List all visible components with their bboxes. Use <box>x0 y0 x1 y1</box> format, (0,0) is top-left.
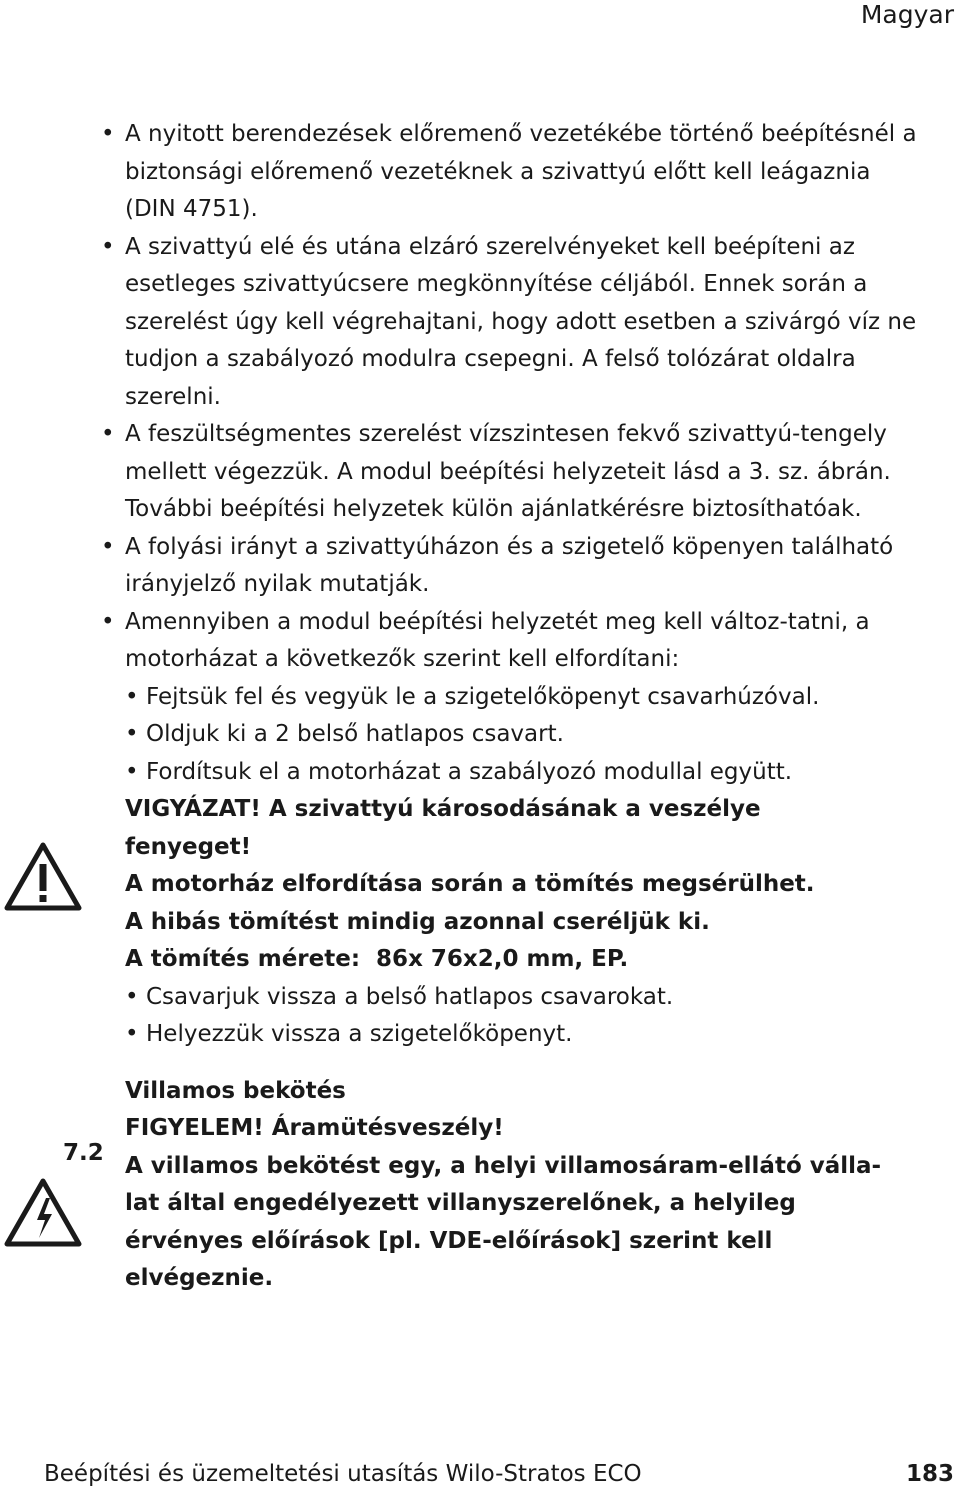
warning-title: FIGYELEM! Áramütésveszély! <box>125 1115 504 1141</box>
list-item: • A nyitott berendezések előremenő vezetékébe történő beépítésnél a biztonsági előremenő vezetéknek a szivattyú előtt kell leágaznia (DIN 4751). <box>125 116 925 229</box>
warning-block-2 <box>125 1110 925 1298</box>
list-item: • A feszültségmentes szerelést vízszintesen fekvő szivattyú-tengely mellett végezzük. A modul beépítési helyzeteit lásd a 3. sz. ábrán. További beépítési helyzetek külön ajánlatkérésre biztosíthatóak. <box>125 416 925 529</box>
section-number: 7.2 <box>63 1140 104 1166</box>
list-item: • Fordítsuk el a motorházat a szabályozó modullal együtt. <box>125 754 925 792</box>
electric-hazard-icon <box>4 1178 82 1248</box>
sub-bullet-list-1 <box>125 679 925 792</box>
warning-title: VIGYÁZAT! A szivattyú károsodásának a veszélye fenyeget! <box>125 796 761 860</box>
list-item: • Amennyiben a modul beépítési helyzetét meg kell változ-tatni, a motorházat a következők szerint kell elfordítani: <box>125 604 925 679</box>
page-content <box>125 116 925 1298</box>
page-language-label: Magyar <box>860 0 954 29</box>
page-footer <box>44 1459 954 1489</box>
list-item: • A szivattyú elé és utána elzáró szerelvényeket kell beépíteni az esetleges szivattyúcsere megkönnyítése céljából. Ennek során a szerelést úgy kell végrehajtani, hogy adott esetben a szivárgó víz ne tudjon a szabályozó modulra csepegni. A felső tolózárat oldalra szerelni. <box>125 229 925 417</box>
bullet-list-1 <box>125 116 925 679</box>
footer-doc-title: Beépítési és üzemeltetési utasítás Wilo-Stratos ECO <box>44 1461 642 1487</box>
list-item: • Fejtsük fel és vegyük le a szigetelőköpenyt csavarhúzóval. <box>125 679 925 717</box>
section-heading: Villamos bekötés <box>125 1077 346 1104</box>
warning-block-1 <box>125 791 925 979</box>
warning-triangle-icon <box>4 842 82 912</box>
list-item: • Csavarjuk vissza a belső hatlapos csavarokat. <box>125 979 925 1017</box>
warning-line: A tömítés mérete: 86x 76x2,0 mm, EP. <box>125 946 629 972</box>
warning-line: A motorház elfordítása során a tömítés megsérülhet. <box>125 871 815 897</box>
warning-text: A villamos bekötést egy, a helyi villamosáram-ellátó válla-lat által engedélyezett villanyszerelőnek, a helyileg érvényes előírások [pl. VDE-előírások] szerint kell elvégeznie. <box>125 1152 882 1291</box>
list-item: • A folyási irányt a szivattyúházon és a szigetelő köpenyen található irányjelző nyilak mutatják. <box>125 529 925 604</box>
page-number: 183 <box>905 1461 954 1487</box>
list-item: • Helyezzük vissza a szigetelőköpenyt. <box>125 1016 925 1054</box>
warning-line: A hibás tömítést mindig azonnal cseréljük ki. <box>125 908 710 935</box>
list-item: • Oldjuk ki a 2 belső hatlapos csavart. <box>125 716 925 754</box>
sub-bullet-list-2 <box>125 979 925 1054</box>
